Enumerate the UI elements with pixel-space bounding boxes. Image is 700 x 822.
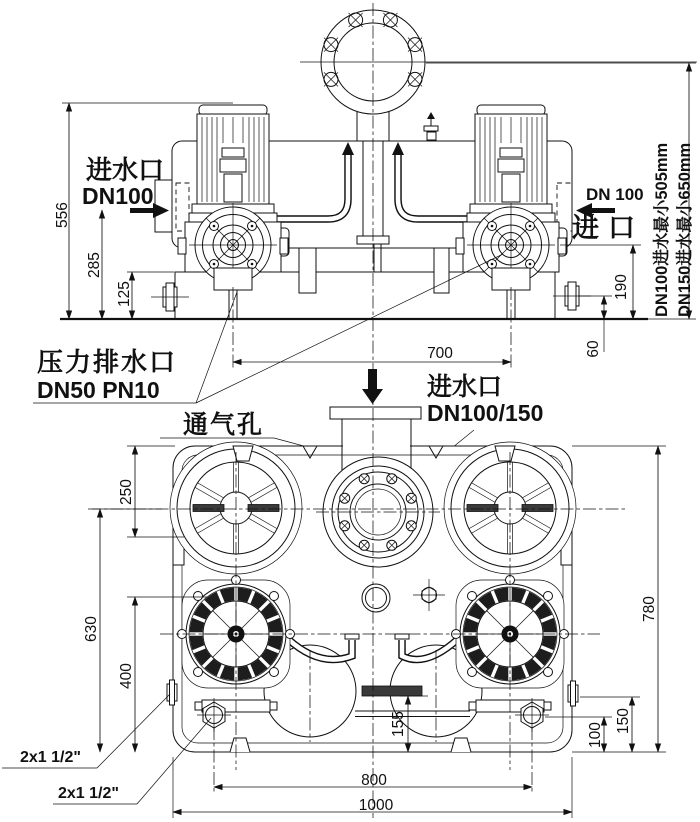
dim-100-label: 100 bbox=[587, 722, 605, 748]
inlet-right-dn-label: DN 100 bbox=[586, 185, 644, 204]
inlet-right-callout bbox=[572, 185, 644, 243]
inlet-bottom-dn-label: DN100/150 bbox=[427, 400, 544, 426]
discharge-label: 压力排水口 bbox=[37, 347, 178, 377]
dim-60-label: 60 bbox=[585, 340, 603, 358]
inlet-left-label: 进水口 bbox=[86, 155, 165, 185]
conn-side-label: 2x1 1/2" bbox=[20, 749, 81, 766]
dim-125-label: 125 bbox=[116, 281, 134, 307]
dim-150-label: 150 bbox=[615, 708, 633, 734]
dim-400-label: 400 bbox=[118, 663, 136, 689]
vent-label: 通气孔 bbox=[183, 411, 265, 439]
note-dn100-min-inlet: DN100进水最小505mm bbox=[653, 142, 671, 317]
dim-800-label: 800 bbox=[361, 772, 387, 790]
dim-1000-label: 1000 bbox=[358, 797, 394, 815]
discharge-dn-label: DN50 PN10 bbox=[37, 377, 160, 403]
vent-hole-plan bbox=[362, 584, 390, 612]
note-dn150-min-inlet: DN150进水最小650mm bbox=[676, 142, 694, 317]
inlet-left-dn-label: DN100 bbox=[82, 183, 154, 209]
dim-285-label: 285 bbox=[86, 252, 104, 278]
conn-bottom-label: 2x1 1/2" bbox=[58, 785, 119, 802]
inlet-bottom-label: 进水口 bbox=[427, 373, 503, 401]
dim-556-label: 556 bbox=[54, 202, 72, 228]
dim-190-label: 190 bbox=[613, 274, 631, 300]
dim-780-label: 780 bbox=[641, 596, 659, 622]
plan-inlet-flange bbox=[323, 407, 433, 567]
dim-630-label: 630 bbox=[83, 616, 101, 642]
dim-155-label: 155 bbox=[390, 711, 408, 737]
vent-fitting-front bbox=[424, 112, 438, 141]
plan-view bbox=[2, 407, 666, 818]
dim-700-label: 700 bbox=[427, 345, 453, 363]
inlet-right-label: 进口 bbox=[572, 213, 644, 243]
flow-arrow-down-icon bbox=[362, 369, 383, 404]
dim-250-label: 250 bbox=[118, 479, 136, 505]
